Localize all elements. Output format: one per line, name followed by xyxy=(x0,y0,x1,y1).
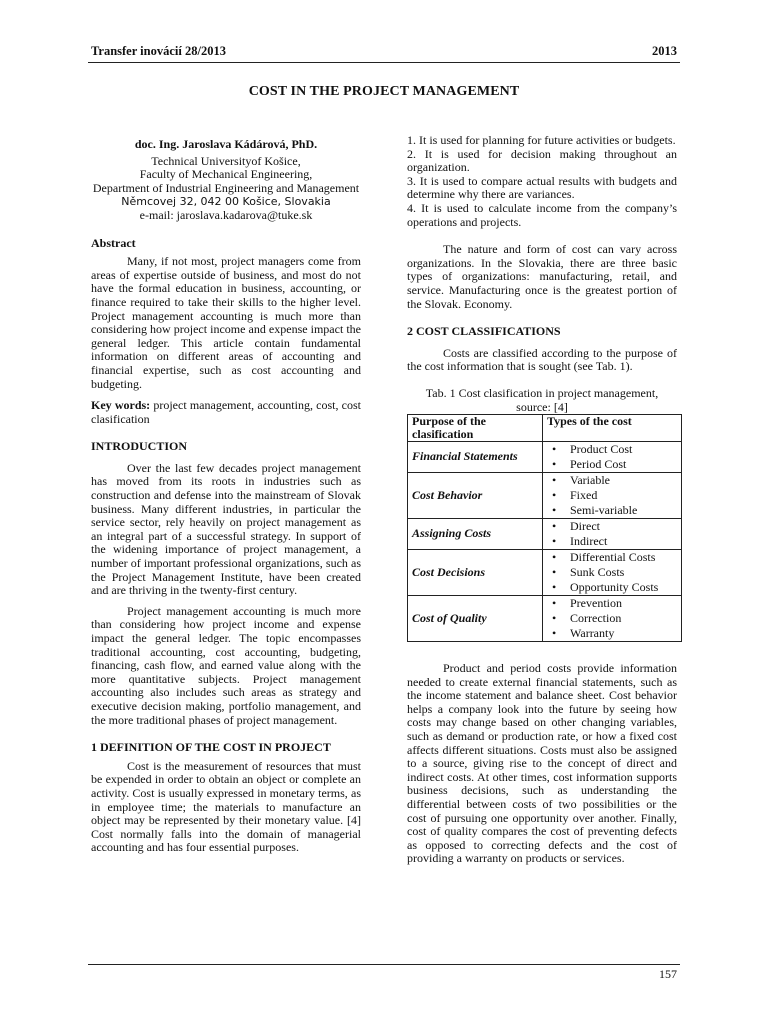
keywords xyxy=(91,399,361,426)
closing-paragraph: Product and period costs provide information needed to create external financial statements, such as the income statement and balance sheet. Cost behavior helps a company look into the future by seeing how costs may change based on other changing variables, such as demand or production rate, or how a fixed cost affects different situations. Costs must also be assigned to a source, giving rise to the concept of direct and indirect costs. At other times, cost information supports business decisions, such as understanding the differential between costs of two possibilities or the cost of pursuing one opportunity over another. Finally, cost of quality compares the cost of preventing defects as opposed to correcting defects and the cost of providing a warranty on products or services. xyxy=(407,661,677,866)
purpose-item: 1. It is used for planning for future activities or budgets. xyxy=(407,133,676,147)
author-affiliation-3: Department of Industrial Engineering and Management xyxy=(92,180,360,195)
journal-year: 2013 xyxy=(652,44,677,58)
purpose-item: 4. It is used to calculate income from the company’s operations and projects. xyxy=(407,200,677,229)
introduction-paragraph-1: Over the last few decades project management has moved from its roots in industries such as construction and defense into the mainstream of Slovak business. Many different industries, in particular the service sector, rely heavily on project management as an integral part of a successful strategy. In support of the widening importance of project management, a number of important professional organizations, such as the Project Management Institute, have been created and are thriving in the twenty-first century. xyxy=(91,460,361,598)
cost-type-item: • Semi-variable xyxy=(547,503,677,518)
row-types xyxy=(543,596,682,642)
table-row xyxy=(408,442,682,473)
cost-type-item: • Indirect xyxy=(547,534,677,549)
author-address: Němcovej 32, 042 00 Košice, Slovakia xyxy=(121,195,331,209)
page-number: 157 xyxy=(659,967,677,981)
row-types xyxy=(543,473,682,519)
section-1-heading: 1 DEFINITION OF THE COST IN PROJECT xyxy=(91,740,331,755)
table-caption: Tab. 1 Cost clasification in project management, source: [4] xyxy=(425,385,659,414)
cost-type-item: • Warranty xyxy=(547,626,677,641)
introduction-paragraph-2: Project management accounting is much more than considering how project income and expense impact the general ledger. The topic encompasses traditional accounting, cost accounting, budgeting, financing, cash flow, and earned value along with the more quantitative subjects. Project management accounting also includes such areas as strategy and executive decision making, portfolio management, and the more traditional phases of project management. xyxy=(91,603,361,727)
table-row xyxy=(408,550,682,596)
paper-title: COST IN THE PROJECT MANAGEMENT xyxy=(248,84,520,99)
purpose-item: 2. It is used for decision making throughout an organization. xyxy=(407,146,677,175)
cost-type-item: • Opportunity Costs xyxy=(547,580,677,595)
footer-rule xyxy=(88,964,680,965)
table-header-types: Types of the cost xyxy=(543,415,682,442)
journal-name: Transfer inovácií 28/2013 xyxy=(91,44,226,58)
row-types xyxy=(543,550,682,596)
table-row xyxy=(408,519,682,550)
abstract-heading: Abstract xyxy=(91,235,136,250)
row-purpose: Cost Behavior xyxy=(408,473,543,519)
purpose-list xyxy=(407,134,677,229)
table-row xyxy=(408,596,682,642)
author-name: doc. Ing. Jaroslava Kádárová, PhD. xyxy=(134,137,318,151)
row-purpose: Assigning Costs xyxy=(408,519,543,550)
cost-type-item: • Prevention xyxy=(547,596,677,611)
cost-classification-table xyxy=(407,414,682,642)
cost-type-item: • Product Cost xyxy=(547,442,677,457)
table-row xyxy=(408,473,682,519)
keywords-label: Key words: xyxy=(91,398,151,413)
cost-type-item: • Direct xyxy=(547,519,677,534)
author-block xyxy=(91,138,361,223)
cost-type-item: • Sunk Costs xyxy=(547,565,677,580)
row-purpose: Cost of Quality xyxy=(408,596,543,642)
author-email: e-mail: jaroslava.kadarova@tuke.sk xyxy=(139,207,313,222)
table-header-purpose: Purpose of the clasification xyxy=(408,415,543,442)
cost-type-item: • Period Cost xyxy=(547,457,677,472)
left-column xyxy=(91,138,361,855)
author-affiliation-1: Technical Universityof Košice, xyxy=(151,153,301,168)
section-2-heading: 2 COST CLASSIFICATIONS xyxy=(407,324,561,339)
cost-type-item: • Fixed xyxy=(547,488,677,503)
section-2-paragraph: Costs are classified according to the purpose of the cost information that is sought (see Tab. 1). xyxy=(407,345,677,374)
right-column xyxy=(407,134,677,866)
row-types xyxy=(543,519,682,550)
introduction-heading: INTRODUCTION xyxy=(91,439,188,454)
table-header-row xyxy=(408,415,682,442)
abstract-text: Many, if not most, project managers come from areas of expertise outside of business, and most do not have the formal education in business, accounting, or finance required to take their skills to the higher level. Project management accounting is much more than considering how project income and expense impact the general ledger. This article contain fundamental information on different areas of accounting and financial expertise, such as cost accounting and budgeting. xyxy=(91,254,361,391)
header-rule xyxy=(88,62,680,63)
row-purpose: Financial Statements xyxy=(408,442,543,473)
row-purpose: Cost Decisions xyxy=(408,550,543,596)
cost-type-item: • Differential Costs xyxy=(547,550,677,565)
row-types xyxy=(543,442,682,473)
cost-type-item: • Variable xyxy=(547,473,677,488)
running-header xyxy=(91,44,677,59)
cost-type-item: • Correction xyxy=(547,611,677,626)
purpose-item: 3. It is used to compare actual results with budgets and determine why there are variances. xyxy=(407,173,677,202)
section-1-paragraph: Cost is the measurement of resources that must be expended in order to obtain an object or complete an activity. Cost is usually expressed in monetary terms, as in employee time; the materials to manufacture an object may be represented by their monetary value. [4] Cost normally falls into the domain of managerial accounting and has four essential purposes. xyxy=(91,758,361,855)
keywords-text: project management, accounting, cost, cost clasification xyxy=(91,398,361,426)
nature-paragraph: The nature and form of cost can vary across organizations. In the Slovakia, there are three basic types of organizations: manufacturing, retail, and service. Manufacturing once is the greatest portion of the Slovak. Economy. xyxy=(407,242,677,311)
author-affiliation-2: Faculty of Mechanical Engineering, xyxy=(139,167,313,182)
